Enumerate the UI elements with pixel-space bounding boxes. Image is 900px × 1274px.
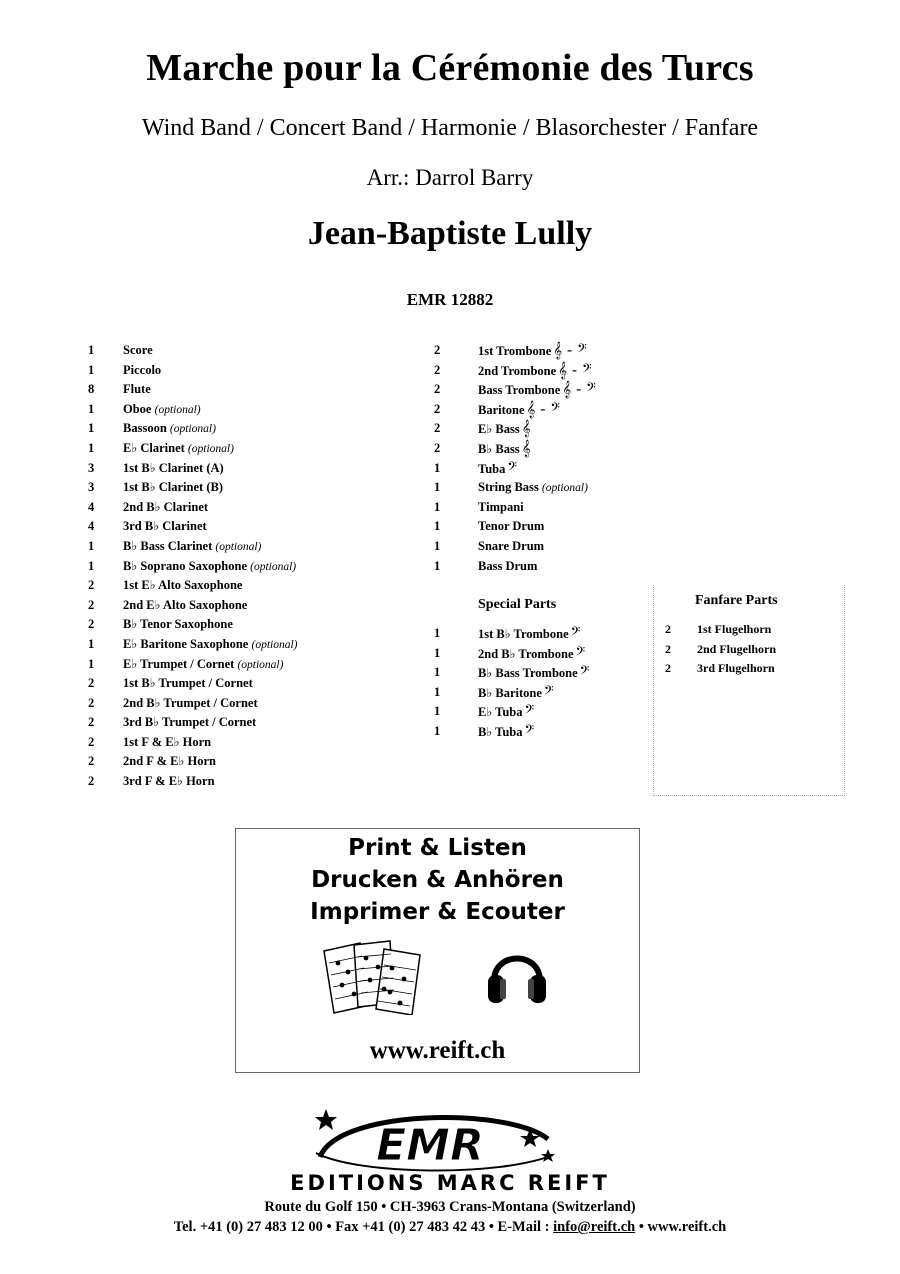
clef-icon: 𝄢	[570, 624, 581, 642]
part-label: 2nd Trombone	[478, 363, 557, 378]
part-name	[123, 694, 258, 714]
part-label: 1st B♭ Trombone	[478, 627, 569, 641]
print-listen-line-de: Drucken & Anhören	[311, 867, 564, 893]
part-label: B♭ Tuba	[478, 724, 523, 739]
part-row	[88, 341, 428, 361]
part-quantity: 2	[88, 578, 95, 593]
part-name	[478, 380, 596, 401]
part-name	[123, 772, 215, 792]
part-label: E♭ Baritone Saxophone	[123, 636, 249, 651]
part-quantity: 3	[88, 460, 95, 475]
part-quantity: 1	[88, 538, 95, 553]
part-name	[478, 702, 534, 723]
part-quantity: 2	[665, 641, 671, 656]
part-name	[123, 517, 207, 537]
part-quantity: 2	[434, 401, 441, 416]
part-quantity: 1	[88, 343, 95, 357]
part-name	[478, 419, 531, 440]
part-quantity: 1	[434, 519, 441, 534]
part-row	[434, 380, 654, 400]
part-quantity: 1	[434, 558, 441, 573]
part-label: 1st B♭ Trumpet / Cornet	[123, 676, 253, 691]
part-name	[123, 576, 242, 596]
fanfare-parts-list	[665, 620, 845, 679]
part-row	[434, 537, 654, 557]
part-row	[88, 752, 428, 772]
contact-website[interactable]: • www.reift.ch	[635, 1219, 727, 1235]
headphones-icon	[484, 941, 550, 1007]
part-label: 2nd F & E♭ Horn	[123, 754, 216, 769]
part-row	[434, 557, 654, 577]
part-label: B♭ Tenor Saxophone	[123, 617, 233, 632]
part-name	[123, 400, 201, 421]
part-name	[123, 596, 247, 616]
optional-note: (optional)	[541, 482, 588, 495]
part-row	[88, 498, 428, 518]
part-name	[478, 498, 524, 518]
part-row	[434, 459, 654, 479]
part-name	[123, 361, 161, 381]
part-row	[434, 644, 654, 664]
part-name	[123, 733, 211, 753]
part-row	[665, 659, 845, 679]
part-quantity: 8	[88, 382, 95, 397]
optional-note: (optional)	[237, 658, 284, 671]
part-label: 3rd B♭ Clarinet	[123, 519, 207, 534]
part-name	[123, 752, 216, 772]
emr-logo-text: EMR	[376, 1120, 484, 1171]
part-label: 2nd B♭ Trombone	[478, 646, 574, 661]
part-label: 3rd B♭ Trumpet / Cornet	[123, 715, 257, 730]
part-name	[123, 537, 261, 558]
part-row	[665, 640, 845, 660]
part-row	[88, 361, 428, 381]
clef-icon: 𝄢	[507, 458, 517, 477]
part-label: E♭ Trumpet / Cornet	[123, 656, 235, 671]
part-quantity: 2	[88, 715, 95, 730]
part-row	[88, 419, 428, 439]
part-label: 2nd Flugelhorn	[697, 641, 777, 656]
part-name	[478, 722, 534, 743]
part-row	[434, 702, 654, 722]
part-row	[88, 713, 428, 733]
part-quantity: 1	[88, 656, 95, 671]
part-name	[123, 713, 256, 733]
part-label: B♭ Baritone	[478, 685, 542, 700]
clef-icon: 𝄞 - 𝄢	[558, 360, 592, 379]
part-label: Oboe	[123, 401, 152, 416]
part-row	[434, 683, 654, 703]
special-parts-list	[434, 624, 654, 742]
clef-icon: 𝄢	[543, 682, 554, 701]
part-name	[123, 478, 223, 498]
part-label: E♭ Clarinet	[123, 440, 185, 455]
part-label: Bassoon	[123, 421, 167, 436]
part-quantity: 2	[88, 597, 95, 612]
parts-list-left	[88, 341, 428, 792]
publisher-name: EDITIONS MARC REIFT	[290, 1171, 610, 1195]
optional-note: (optional)	[215, 540, 262, 553]
part-name	[123, 615, 233, 635]
clef-icon: 𝄢	[575, 643, 586, 662]
print-listen-box	[235, 828, 640, 1073]
part-row	[665, 620, 845, 640]
part-row	[88, 772, 428, 792]
fanfare-parts-heading: Fanfare Parts	[695, 593, 778, 608]
clef-icon: 𝄞 - 𝄢	[562, 380, 596, 399]
part-quantity: 2	[434, 382, 441, 397]
part-name	[478, 341, 587, 362]
part-name	[478, 439, 531, 460]
part-quantity: 1	[434, 499, 441, 514]
part-row	[434, 400, 654, 420]
part-name	[123, 557, 296, 578]
part-row	[434, 498, 654, 518]
part-row	[88, 596, 428, 616]
part-row	[434, 439, 654, 459]
part-row	[88, 459, 428, 479]
part-quantity: 2	[434, 343, 441, 357]
part-name	[478, 517, 544, 537]
part-quantity: 1	[434, 684, 441, 699]
clef-icon: 𝄞 - 𝄢	[526, 399, 560, 418]
fanfare-parts-box	[653, 585, 845, 796]
email-link[interactable]: info@reift.ch	[553, 1219, 636, 1235]
part-name	[123, 674, 253, 694]
optional-note: (optional)	[251, 638, 298, 651]
part-label: B♭ Soprano Saxophone	[123, 558, 247, 573]
catalog-number: EMR 12882	[406, 290, 494, 309]
part-name	[478, 663, 589, 684]
part-name	[478, 361, 592, 382]
part-label: 2nd E♭ Alto Saxophone	[123, 597, 248, 612]
part-label: Bass Drum	[478, 558, 538, 573]
print-listen-line-fr: Imprimer & Ecouter	[310, 899, 565, 925]
part-row	[88, 557, 428, 577]
part-label: 2nd B♭ Clarinet	[123, 499, 209, 514]
part-name	[123, 498, 208, 518]
part-quantity: 2	[88, 754, 95, 769]
part-row	[434, 624, 654, 644]
part-quantity: 2	[88, 774, 95, 789]
part-row	[434, 722, 654, 742]
part-quantity: 1	[434, 460, 441, 475]
part-row	[88, 517, 428, 537]
part-name	[697, 640, 776, 660]
instrumentation-subtitle: Wind Band / Concert Band / Harmonie / Blasorchester / Fanfare	[141, 115, 759, 141]
part-row	[88, 615, 428, 635]
part-row	[88, 674, 428, 694]
part-quantity: 2	[434, 362, 441, 377]
part-name	[123, 341, 153, 361]
part-quantity: 1	[434, 704, 441, 719]
part-label: E♭ Tuba	[478, 705, 523, 720]
clef-icon: 𝄢	[524, 702, 535, 721]
clef-icon: 𝄢	[524, 721, 535, 740]
part-label: Tuba	[478, 461, 506, 476]
part-quantity: 1	[434, 480, 441, 495]
page-title: Marche pour la Cérémonie des Turcs	[146, 47, 754, 89]
part-name	[123, 459, 224, 479]
print-listen-url[interactable]: www.reift.ch	[369, 1037, 506, 1064]
part-name	[123, 380, 151, 400]
part-row	[434, 361, 654, 381]
part-quantity: 4	[88, 519, 95, 534]
part-name	[123, 439, 234, 460]
part-row	[88, 400, 428, 420]
part-quantity: 1	[88, 636, 95, 651]
publisher-address: Route du Golf 150 • CH-3963 Crans-Montana (Switzerland)	[264, 1199, 636, 1215]
part-label: 1st E♭ Alto Saxophone	[123, 578, 243, 593]
part-name	[478, 683, 554, 704]
optional-note: (optional)	[187, 442, 234, 455]
part-quantity: 1	[434, 645, 441, 660]
part-row	[88, 380, 428, 400]
part-row	[434, 341, 654, 361]
part-name	[478, 400, 560, 421]
part-quantity: 1	[434, 626, 441, 640]
clef-icon: 𝄞	[521, 419, 531, 438]
part-label: B♭ Bass Trombone	[478, 666, 578, 681]
clef-icon: 𝄞	[521, 438, 531, 457]
contact-phone-fax: Tel. +41 (0) 27 483 12 00 • Fax +41 (0) 27 483 42 43 • E-Mail :	[173, 1219, 554, 1235]
part-row	[88, 478, 428, 498]
part-quantity: 2	[88, 734, 95, 749]
part-label: Timpani	[478, 499, 524, 514]
part-quantity: 1	[88, 440, 95, 455]
part-quantity: 2	[665, 622, 671, 636]
part-name	[697, 620, 771, 640]
part-name	[697, 659, 775, 679]
part-label: B♭ Bass Clarinet	[123, 538, 213, 553]
part-row	[88, 733, 428, 753]
part-row	[88, 537, 428, 557]
part-label: 1st B♭ Clarinet (B)	[123, 480, 223, 495]
part-label: 3rd Flugelhorn	[697, 661, 775, 676]
part-label: Bass Trombone	[478, 383, 561, 398]
part-quantity: 1	[434, 723, 441, 738]
arranger: Arr.: Darrol Barry	[366, 165, 534, 190]
part-quantity: 1	[434, 538, 441, 553]
optional-note: (optional)	[250, 560, 297, 573]
composer: Jean-Baptiste Lully	[307, 215, 593, 252]
part-quantity: 1	[88, 401, 95, 416]
part-label: 1st B♭ Clarinet (A)	[123, 460, 224, 475]
publisher-contact	[0, 1219, 900, 1236]
part-name	[478, 557, 537, 577]
part-quantity: 1	[88, 362, 95, 377]
part-label: E♭ Bass	[478, 422, 520, 437]
part-quantity: 2	[88, 695, 95, 710]
part-quantity: 2	[434, 440, 441, 455]
optional-note: (optional)	[154, 403, 201, 416]
part-label: 1st Flugelhorn	[697, 622, 772, 636]
part-quantity: 2	[665, 661, 671, 676]
part-quantity: 1	[88, 421, 95, 436]
part-label: 1st Trombone	[478, 344, 552, 358]
part-row	[88, 694, 428, 714]
part-label: Snare Drum	[478, 538, 545, 553]
part-label: B♭ Bass	[478, 441, 520, 456]
print-listen-line-en: Print & Listen	[348, 835, 527, 861]
part-row	[88, 655, 428, 675]
part-name	[123, 419, 216, 440]
clef-icon: 𝄞 - 𝄢	[553, 341, 587, 359]
part-name	[478, 537, 544, 557]
part-quantity: 2	[88, 617, 95, 632]
part-quantity: 4	[88, 499, 95, 514]
part-name	[478, 644, 585, 665]
part-quantity: 1	[88, 558, 95, 573]
clef-icon: 𝄢	[579, 663, 590, 682]
optional-note: (optional)	[169, 423, 216, 436]
special-parts-heading: Special Parts	[478, 597, 557, 612]
part-row	[434, 517, 654, 537]
part-row	[88, 439, 428, 459]
part-label: Tenor Drum	[478, 519, 545, 534]
part-label: 3rd F & E♭ Horn	[123, 774, 215, 789]
part-quantity: 2	[88, 676, 95, 691]
part-row	[434, 419, 654, 439]
part-label: Score	[123, 343, 153, 357]
part-label: Baritone	[478, 402, 525, 417]
part-row	[434, 663, 654, 683]
part-name	[123, 655, 283, 676]
part-quantity: 1	[434, 665, 441, 680]
part-quantity: 3	[88, 480, 95, 495]
part-name	[478, 459, 517, 480]
emr-logo	[298, 1105, 563, 1180]
part-label: 2nd B♭ Trumpet / Cornet	[123, 695, 258, 710]
sheet-music-icon	[320, 937, 430, 1015]
parts-list-right	[434, 341, 654, 576]
part-quantity: 2	[434, 421, 441, 436]
part-label: String Bass	[478, 480, 539, 495]
part-name	[478, 478, 588, 499]
part-row	[434, 478, 654, 498]
part-row	[88, 576, 428, 596]
part-row	[88, 635, 428, 655]
part-name	[123, 635, 298, 656]
part-label: Piccolo	[123, 362, 162, 377]
part-label: Flute	[123, 382, 151, 397]
part-name	[478, 624, 580, 645]
part-label: 1st F & E♭ Horn	[123, 734, 212, 749]
